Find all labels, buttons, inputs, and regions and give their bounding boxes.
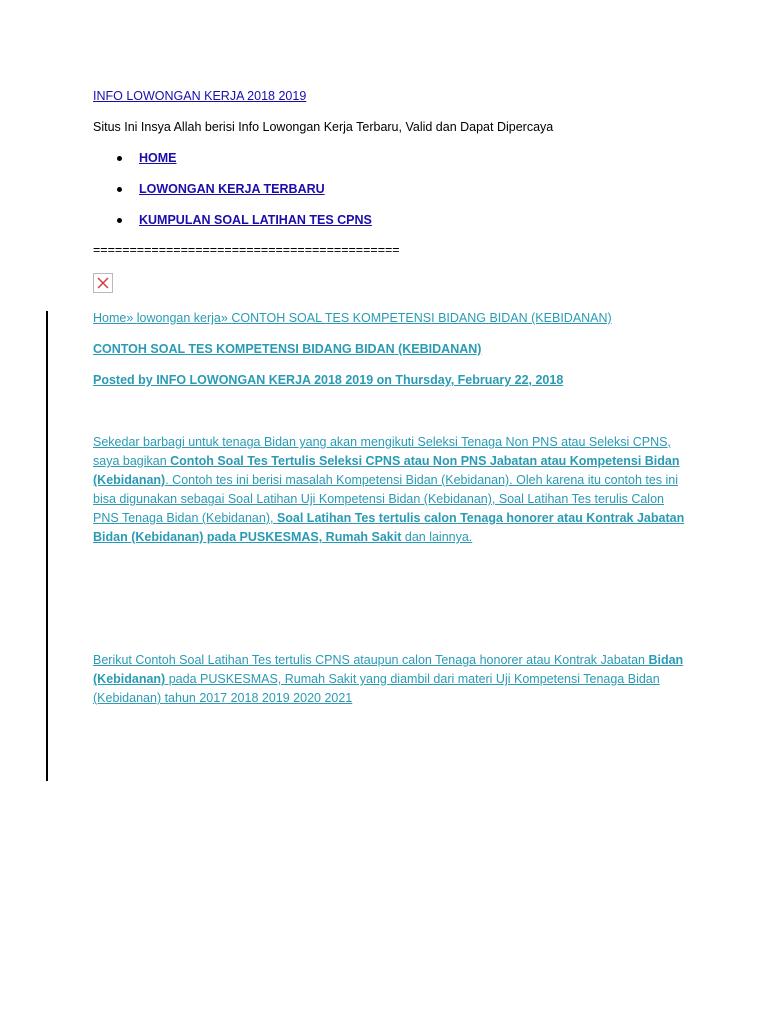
nav-link-kumpulan[interactable]: KUMPULAN SOAL LATIHAN TES CPNS (139, 213, 372, 227)
berikut-text-bold: Bidan (Kebidanan) (93, 653, 684, 686)
nav-link-home[interactable]: HOME (139, 151, 177, 165)
intro-text-bold: Contoh Soal Tes Tertulis Seleksi CPNS atau Non PNS Jabatan atau Kompetensi Bidan (Kebidanan) (93, 454, 680, 487)
post-meta (93, 371, 563, 389)
site-title (93, 87, 306, 105)
berikut-text: pada PUSKESMAS, Rumah Sakit yang diambil dari materi Uji Kompetensi Tenaga Bidan (Kebidanan) tahun 2017 2018 2019 2020 2021 (93, 672, 660, 705)
intro-text-bold: Soal Latihan Tes tertulis calon Tenaga honorer atau Kontrak Jabatan Bidan (Kebidanan) pada PUSKESMAS, Rumah Sakit (93, 511, 685, 544)
nav-link-lowongan[interactable]: LOWONGAN KERJA TERBARU (139, 182, 325, 196)
breadcrumb-separator: » (220, 311, 232, 325)
berikut-paragraph-link[interactable] (93, 653, 683, 705)
intro-text: dan lainnya. (401, 530, 473, 544)
left-margin-rule (46, 311, 48, 781)
site-title-link[interactable]: INFO LOWONGAN KERJA 2018 2019 (93, 89, 307, 103)
post-meta-link[interactable]: Posted by INFO LOWONGAN KERJA 2018 2019 on Thursday, February 22, 2018 (93, 373, 564, 387)
breadcrumb-home: Home (93, 311, 127, 325)
nav-item-home (117, 149, 177, 167)
intro-text: . Contoh tes ini berisi masalah Kompetensi Bidan (Kebidanan). Oleh karena itu contoh tes ini bisa digunakan sebagai Soal Latihan Uji Kompetensi Bidan (Kebidanan), Soal Latihan Tes terulis Calon PNS Tenaga Bidan (Kebidanan), (93, 473, 679, 525)
nav-item-kumpulan (117, 211, 372, 229)
berikut-paragraph (93, 651, 693, 708)
intro-text: Sekedar barbagi untuk tenaga Bidan yang akan mengikuti Seleksi Tenaga Non PNS atau Seleksi CPNS, saya bagikan (93, 435, 671, 468)
berikut-text: Berikut Contoh Soal Latihan Tes tertulis CPNS ataupun calon Tenaga honorer atau Kontrak Jabatan (93, 653, 649, 667)
broken-image-x-icon (93, 273, 113, 293)
breadcrumb-current: CONTOH SOAL TES KOMPETENSI BIDANG BIDAN (KEBIDANAN) (231, 311, 612, 325)
bullet-icon (117, 156, 122, 161)
breadcrumb-separator: » (126, 311, 137, 325)
breadcrumb-category: lowongan kerja (136, 311, 221, 325)
breadcrumb (93, 309, 612, 327)
intro-paragraph-link[interactable] (93, 435, 684, 544)
bullet-icon (117, 187, 122, 192)
bullet-icon (117, 218, 122, 223)
intro-paragraph (93, 433, 693, 547)
post-title-link[interactable]: CONTOH SOAL TES KOMPETENSI BIDANG BIDAN (KEBIDANAN) (93, 342, 482, 356)
separator-line: ========================================== (93, 243, 400, 257)
nav-item-lowongan (117, 180, 325, 198)
breadcrumb-home-link[interactable] (93, 311, 612, 325)
site-tagline: Situs Ini Insya Allah berisi Info Lowongan Kerja Terbaru, Valid dan Dapat Dipercaya (93, 120, 554, 134)
post-title (93, 340, 481, 358)
